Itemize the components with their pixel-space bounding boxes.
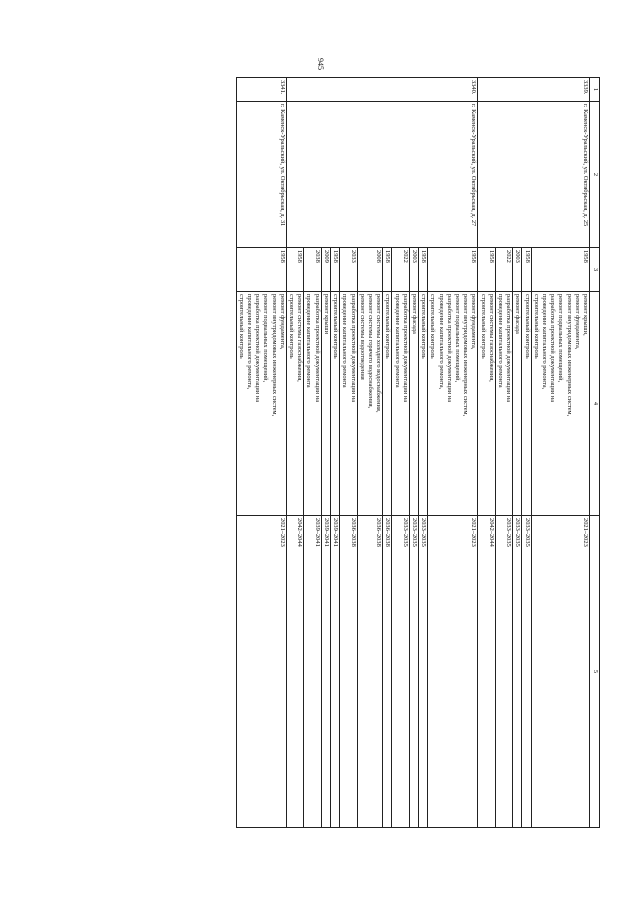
period-cell: 2039–2041 xyxy=(321,516,330,828)
header-cell: 1 xyxy=(590,78,600,102)
year-cell: 1958 xyxy=(383,248,392,292)
year-cell: 2022 xyxy=(392,248,409,292)
work-description-cell: строительный контроль xyxy=(522,292,531,516)
work-description-cell: разработка проектной документации на проведение капитального ремонта xyxy=(495,292,512,516)
period-cell: 2039–2041 xyxy=(304,516,321,828)
year-cell: 1958 xyxy=(428,248,478,292)
rotated-table-container xyxy=(88,77,600,827)
work-description-cell: ремонт системы холодного водоснабжения, ремонт системы горячего водоснабжения, ремонт системы водоотведения xyxy=(357,292,383,516)
year-cell: 2022 xyxy=(495,248,512,292)
period-cell: 2021–2023 xyxy=(531,516,589,828)
period-cell: 2036–2038 xyxy=(340,516,357,828)
year-cell: 2003 xyxy=(409,248,418,292)
period-cell: 2033–2035 xyxy=(513,516,522,828)
year-cell: 1958 xyxy=(418,248,427,292)
work-description-cell: ремонт фасада xyxy=(513,292,522,516)
period-cell: 2039–2041 xyxy=(330,516,339,828)
year-cell: 1958 xyxy=(478,248,495,292)
period-cell: 2033–2035 xyxy=(409,516,418,828)
page-number: 945 xyxy=(316,58,325,70)
address-cell: г. Каменск-Уральский, ул. Октябрьская, д. 25 xyxy=(478,102,590,248)
work-description-cell: ремонт фундамента, ремонт внутридомовых инженерных систем, ремонт подвальных помещений, разработка проектной документации на проведение капитального ремонта, строительный контроль xyxy=(428,292,478,516)
work-description-cell: ремонт фундамента, ремонт внутридомовых инженерных систем, ремонт подвальных помещений, разработка проектной документации на проведение капитального ремонта, строительный контроль xyxy=(236,292,286,516)
period-cell: 2033–2035 xyxy=(495,516,512,828)
period-cell: 2036–2038 xyxy=(357,516,383,828)
year-cell: 2033 xyxy=(340,248,357,292)
period-cell: 2021–2023 xyxy=(236,516,286,828)
header-cell: 5 xyxy=(590,516,600,828)
year-cell: 1958 xyxy=(531,248,589,292)
year-cell: 1958 xyxy=(522,248,531,292)
year-cell: 1958 xyxy=(330,248,339,292)
header-cell: 2 xyxy=(590,102,600,248)
work-description-cell: ремонт фасада xyxy=(409,292,418,516)
header-cell: 3 xyxy=(590,248,600,292)
header-cell: 4 xyxy=(590,292,600,516)
entry-number: 3340. xyxy=(286,78,477,102)
year-cell: 2009 xyxy=(321,248,330,292)
work-description-cell: строительный контроль xyxy=(418,292,427,516)
period-cell: 2033–2035 xyxy=(522,516,531,828)
period-cell: 2042–2044 xyxy=(286,516,303,828)
work-description-cell: ремонт крыши, ремонт фундамента, ремонт внутридомовых инженерных систем, ремонт подвальных помещений, разработка проектной документации на проведение капитального ремонта, строительный контроль xyxy=(531,292,589,516)
table-body xyxy=(236,78,599,828)
period-cell: 2033–2035 xyxy=(418,516,427,828)
address-cell: г. Каменск-Уральский, ул. Октябрьская, д. 27 xyxy=(286,102,477,248)
work-description-cell: строительный контроль xyxy=(330,292,339,516)
work-description-cell: разработка проектной документации на проведение капитального ремонта xyxy=(340,292,357,516)
year-cell: 2003 xyxy=(513,248,522,292)
work-description-cell: ремонт крыши xyxy=(321,292,330,516)
period-cell: 2036–2038 xyxy=(383,516,392,828)
work-description-cell: ремонт системы газоснабжения, строительный контроль xyxy=(286,292,303,516)
work-description-cell: ремонт системы газоснабжения, строительный контроль xyxy=(478,292,495,516)
table-row xyxy=(236,78,286,828)
address-cell: г. Каменск-Уральский, ул. Октябрьская, д. 31 xyxy=(236,102,286,248)
entry-number: 3339. xyxy=(478,78,590,102)
year-cell: 1958 xyxy=(286,248,303,292)
period-cell: 2042–2044 xyxy=(478,516,495,828)
year-cell: 2008 xyxy=(357,248,383,292)
table-row xyxy=(428,78,478,828)
work-description-cell: строительный контроль xyxy=(383,292,392,516)
work-description-cell: разработка проектной документации на проведение капитального ремонта xyxy=(392,292,409,516)
period-cell: 2021–2023 xyxy=(428,516,478,828)
table-row xyxy=(531,78,589,828)
header-row xyxy=(590,78,600,828)
period-cell: 2033–2035 xyxy=(392,516,409,828)
work-description-cell: разработка проектной документации на проведение капитального ремонта xyxy=(304,292,321,516)
year-cell: 2038 xyxy=(304,248,321,292)
repair-schedule-table xyxy=(236,77,600,828)
year-cell: 1958 xyxy=(236,248,286,292)
entry-number: 3341. xyxy=(236,78,286,102)
